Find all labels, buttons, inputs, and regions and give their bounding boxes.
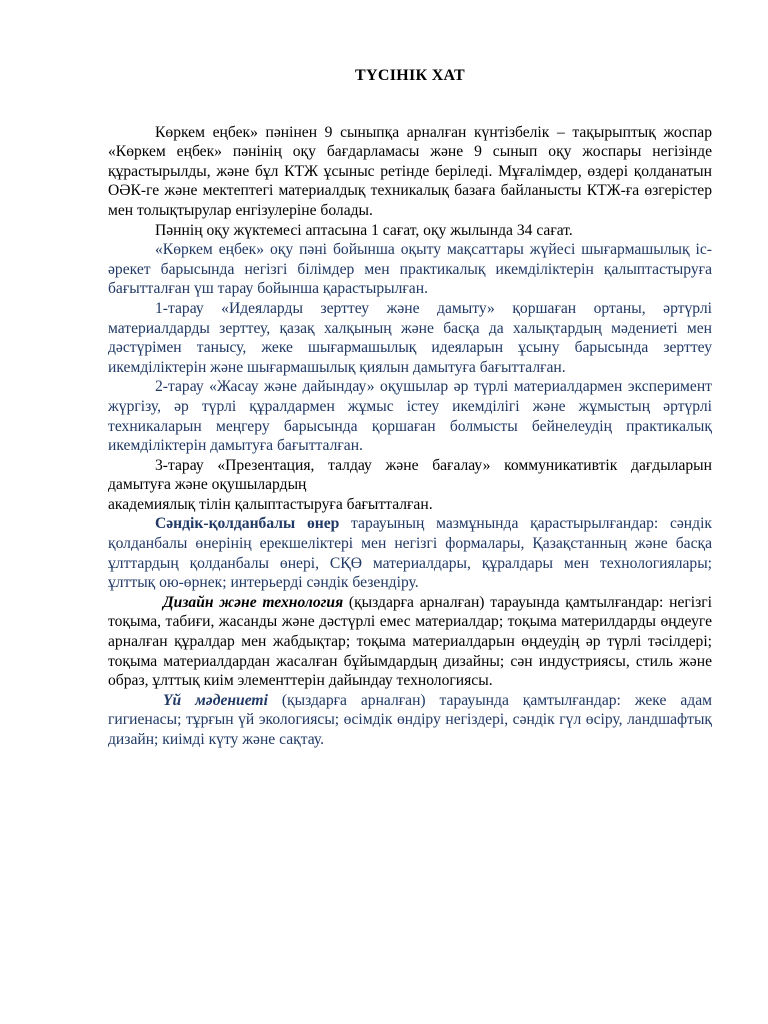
paragraph-intro: Көркем еңбек» пәнінен 9 сыныпқа арналған күнтізбелік – тақырыптық жоспар «Көркем еңбек» пәнінің оқу бағдарламасы және 9 сынып оқу жоспары негізінде құрастырылды, және бұл КТЖ ұсыныс ретінде беріледі. Мұғалімдер, өздері қолданатын ОӘК-ге және мектептегі материалдық техникалық базаға байланысты КТЖ-ға өзгерістер мен толықтырулар енгізулеріне болады. [108,123,712,219]
paragraph-design-technology [108,593,712,691]
decorative-arts-text: тарауының мазмұнында қарастырылғандар: сәндік қолданбалы өнерінің ерекшеліктері мен негізгі формалары, Қазақстанның және басқа ұлттардың қолданбалы өнері, СҚӨ материалдары, құралдары мен технологиялары; ұлттық ою-өрнек; интерьерді сәндік безендіру. [108,515,712,592]
paragraph-decorative-arts [108,514,712,592]
paragraph-section-3: 3-тарау «Презентация, талдау және бағалау» коммуникативтік дағдыларын дамытуға және оқушылардың [108,456,712,494]
design-technology-heading: Дизайн және технология [163,593,344,611]
document-title: ТҮСІНІК ХАТ [355,67,465,84]
home-culture-heading: Үй мәдениеті [163,691,268,709]
paragraph-hours: Пәннің оқу жүктемесі аптасына 1 сағат, оқу жылында 34 сағат. [155,221,573,239]
design-technology-text: (қыздарға арналған) тарауында қамтылғандар: негізгі тоқыма, табиғи, жасанды және дәстүрлі емес материалдар; тоқыма материлдарды өңдеуге арналған құралдар мен жабдықтар; тоқыма материалдарын өңдеудің әр түрлі тәсілдері; тоқыма материалдардан жасалған бұйымдардың дизайны; сән индустриясы, стиль және образ, ұлттық киім элементтерін дайындау технологиясы. [108,593,712,690]
paragraph-home-culture [108,691,712,750]
paragraph-goals: «Көркем еңбек» оқу пәні бойынша оқыту мақсаттары жүйесі шығармашылық іс-әрекет барысында негізгі білімдер мен практикалық икемділіктерін қалыптастыруға бағытталған үш тарау бойынша қарастырылған. [108,241,712,298]
paragraph-section-1: 1-тарау «Идеяларды зерттеу және дамыту» қоршаған ортаны, әртүрлі материалдарды зерттеу, қазақ халқының және басқа да халықтардың мәдениеті мен дәстүрімен танысу, жеке шығармашылық идеяларын ұсыну барысында зерттеу икемділіктерін және шығармашылық қиялын дамытуға бағытталған. [108,299,712,376]
home-culture-text: (қыздарға арналған) тарауында қамтылғандар: жеке адам гигиенасы; тұрғын үй экологиясы; өсімдік өндіру негіздері, сәндік гүл өсіру, ландшафтық дизайн; киімді күту және сақтау. [108,691,712,748]
paragraph-section-3-continued: академиялық тілін қалыптастыруға бағытталған. [108,495,433,513]
decorative-arts-heading: Сәндік-қолданбалы өнер [155,515,340,533]
paragraph-section-2: 2-тарау «Жасау және дайындау» оқушылар әр түрлі материалдармен эксперимент жүргізу, әр түрлі құралдармен жұмыс істеу икемділігі және жұмыстың әртүрлі техникаларын меңгеру барысында қоршаған болмысты бейнелеудің практикалық икемділіктерін дамытуға бағытталған. [108,378,712,455]
document-page [108,66,712,750]
